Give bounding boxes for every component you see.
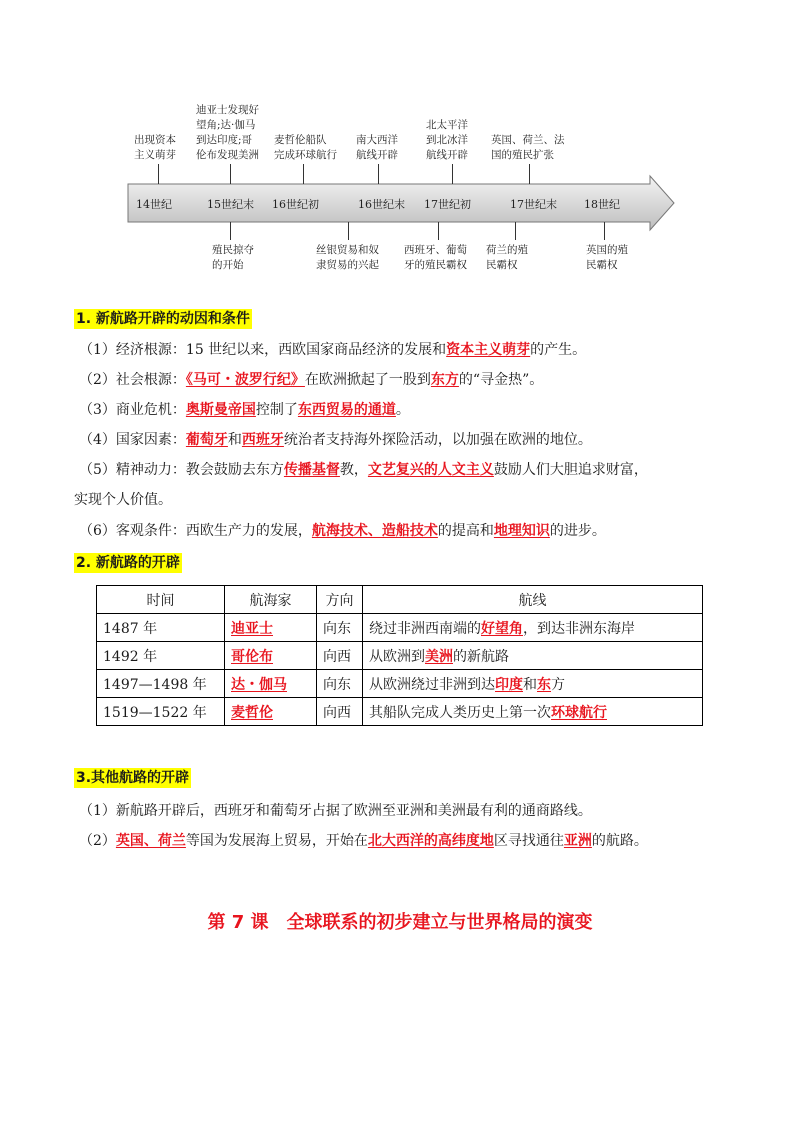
- event-above: 麦哲伦船队 完成环球航行: [274, 134, 337, 161]
- tick-label: 16世纪初: [272, 198, 319, 211]
- timeline: [0, 0, 800, 300]
- paragraph: （2）社会根源：《马可・波罗行纪》在欧洲掀起了一股到东方的“寻金热”。: [79, 372, 544, 388]
- event-above: 出现资本 主义萌芽: [134, 134, 176, 161]
- key-term: 亚洲: [563, 833, 592, 849]
- event-below: 英国的殖 民霸权: [586, 244, 628, 271]
- table-row: [97, 642, 703, 670]
- key-term: 西班牙: [241, 432, 284, 448]
- cell-time: 1487 年: [97, 614, 225, 642]
- event-above: 北太平洋 到北冰洋 航线开辟: [426, 119, 468, 161]
- column-header: 航海家: [225, 586, 317, 614]
- cell-route: 绕过非洲西南端的好望角，到达非洲东海岸: [363, 614, 703, 642]
- paragraph: （1）新航路开辟后，西班牙和葡萄牙占据了欧洲至亚洲和美洲最有利的通商路线。: [79, 803, 592, 819]
- column-header: 航线: [363, 586, 703, 614]
- cell-navigator: 麦哲伦: [225, 698, 317, 726]
- cell-route: 从欧洲绕过非洲到达印度和东方: [363, 670, 703, 698]
- key-term: 地理知识: [493, 523, 550, 539]
- cell-direction: 向西: [317, 642, 363, 670]
- cell-navigator: 迪亚士: [225, 614, 317, 642]
- paragraph: （3）商业危机：奥斯曼帝国控制了东西贸易的通道。: [79, 402, 410, 418]
- key-term: 传播基督: [283, 462, 340, 478]
- key-term: 《马可・波罗行纪》: [185, 372, 305, 388]
- event-above: 迪亚士发现好 望角;达·伽马 到达印度;哥 伦布发现美洲: [196, 104, 259, 161]
- tick-label: 17世纪末: [510, 198, 557, 211]
- cell-navigator: 达・伽马: [225, 670, 317, 698]
- key-term: 东方: [430, 372, 459, 388]
- section-title: 3.其他航路的开辟: [76, 770, 190, 786]
- column-header: 方向: [317, 586, 363, 614]
- timeline-arrow: [0, 0, 800, 300]
- cell-time: 1519—1522 年: [97, 698, 225, 726]
- cell-time: 1497—1498 年: [97, 670, 225, 698]
- lesson-title: 第 7 课 全球联系的初步建立与世界格局的演变: [207, 912, 593, 933]
- key-term: 奥斯曼帝国: [185, 402, 256, 418]
- event-above: 南大西洋 航线开辟: [356, 134, 398, 161]
- key-term: 英国、荷兰: [115, 833, 186, 849]
- event-below: 荷兰的殖 民霸权: [486, 244, 528, 271]
- cell-time: 1492 年: [97, 642, 225, 670]
- cell-direction: 向西: [317, 698, 363, 726]
- paragraph: 实现个人价值。: [74, 492, 172, 508]
- section-title: 2. 新航路的开辟: [76, 555, 180, 571]
- cell-route: 其船队完成人类历史上第一次环球航行: [363, 698, 703, 726]
- tick-label: 18世纪: [584, 198, 620, 211]
- tick-label: 15世纪末: [207, 198, 254, 211]
- event-below: 西班牙、葡萄 牙的殖民霸权: [404, 244, 467, 271]
- tick-label: 14世纪: [136, 198, 172, 211]
- voyages-table: [96, 585, 703, 726]
- event-below: 殖民掠夺 的开始: [212, 244, 254, 271]
- paragraph: （5）精神动力：教会鼓励去东方传播基督教，文艺复兴的人文主义鼓励人们大胆追求财富，: [79, 462, 648, 478]
- paragraph: （1）经济根源：15 世纪以来，西欧国家商品经济的发展和资本主义萌芽的产生。: [79, 342, 587, 358]
- cell-navigator: 哥伦布: [225, 642, 317, 670]
- table-row: [97, 698, 703, 726]
- paragraph: （4）国家因素：葡萄牙和西班牙统治者支持海外探险活动，以加强在欧洲的地位。: [79, 432, 592, 448]
- key-term: 资本主义萌芽: [446, 342, 531, 358]
- table-row: [97, 614, 703, 642]
- column-header: 时间: [97, 586, 225, 614]
- paragraph: （2）英国、荷兰等国为发展海上贸易，开始在北大西洋的高纬度地区寻找通往亚洲的航路。: [79, 833, 648, 849]
- tick-label: 17世纪初: [424, 198, 471, 211]
- cell-direction: 向东: [317, 670, 363, 698]
- key-term: 文艺复兴的人文主义: [367, 462, 494, 478]
- key-term: 航海技术、造船技术: [311, 523, 438, 539]
- key-term: 东西贸易的通道: [297, 402, 396, 418]
- table-row: [97, 670, 703, 698]
- event-above: 英国、荷兰、法 国的殖民扩张: [491, 134, 565, 161]
- tick-label: 16世纪末: [358, 198, 405, 211]
- paragraph: （6）客观条件：西欧生产力的发展，航海技术、造船技术的提高和地理知识的进步。: [79, 523, 606, 539]
- key-term: 葡萄牙: [185, 432, 228, 448]
- key-term: 北大西洋的高纬度地: [367, 833, 494, 849]
- section-title: 1. 新航路开辟的动因和条件: [76, 311, 250, 327]
- cell-direction: 向东: [317, 614, 363, 642]
- table-header-row: [97, 586, 703, 614]
- cell-route: 从欧洲到美洲的新航路: [363, 642, 703, 670]
- event-below: 丝银贸易和奴 隶贸易的兴起: [316, 244, 379, 271]
